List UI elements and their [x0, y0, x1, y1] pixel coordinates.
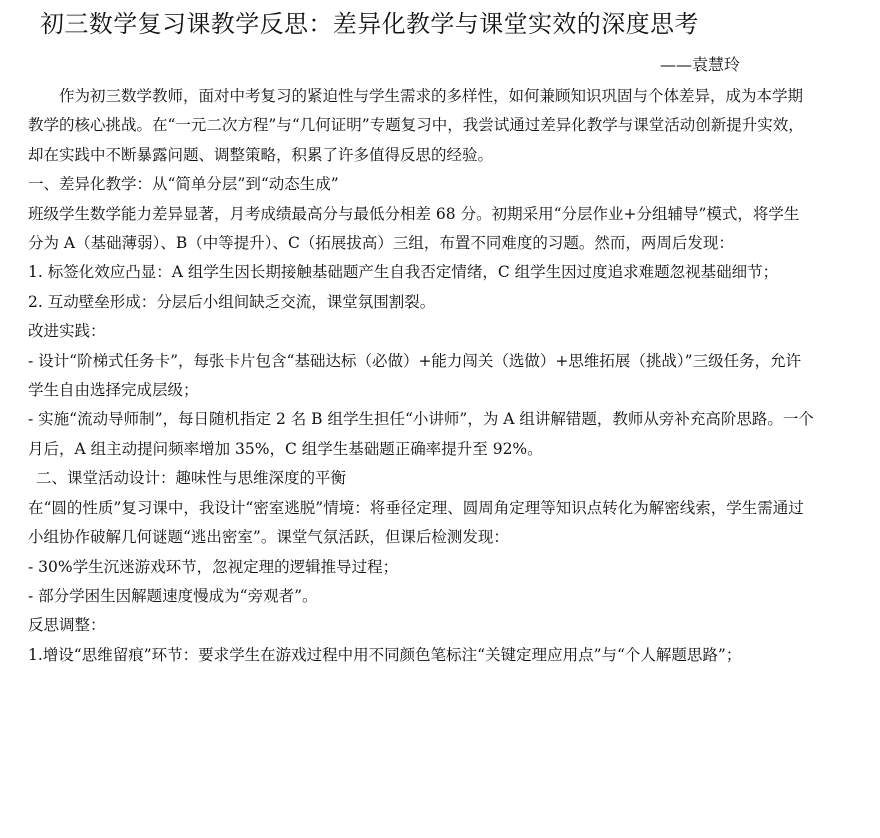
document-title: 初三数学复习课教学反思：差异化教学与课堂实效的深度思考: [40, 10, 699, 38]
finding-item-2: - 部分学困生因解题速度慢成为“旁观者”。: [28, 586, 318, 605]
practice-item-2: - 实施“流动导师制”，每日随机指定 2 名 B 组学生担任“小讲师”，为 A 组讲解错题，教师从旁补充高阶思路。一个月后，A 组主动提问频率增加 35%，C 组学生基础题正确率提升至 92%。: [28, 410, 814, 458]
section-2-paragraph: 在“圆的性质”复习课中，我设计“密室逃脱”情境：将垂径定理、圆周角定理等知识点转化为解密线索，学生需通过小组协作破解几何谜题“逃出密室”。课堂气氛活跃，但课后检测发现：: [28, 498, 804, 547]
issue-item-2: 2. 互动壁垒形成：分层后小组间缺乏交流，课堂氛围割裂。: [28, 292, 436, 311]
improvement-label: 改进实践：: [28, 322, 106, 341]
intro-paragraph: 作为初三数学教师，面对中考复习的紧迫性与学生需求的多样性，如何兼顾知识巩固与个体差异，成为本学期教学的核心挑战。在“一元二次方程”与“几何证明”专题复习中，我尝试通过差异化教学与课堂活动创新提升实效，却在实践中不断暴露问题、调整策略，积累了许多值得反思的经验。: [28, 87, 804, 164]
finding-item-1: - 30%学生沉迷游戏环节，忽视定理的逻辑推导过程；: [28, 557, 399, 576]
section-2-heading: 二、课堂活动设计：趣味性与思维深度的平衡: [36, 469, 347, 488]
section-1-heading: 一、差异化教学：从“简单分层”到“动态生成”: [28, 175, 339, 194]
section-1-paragraph: 班级学生数学能力差异显著，月考成绩最高分与最低分相差 68 分。初期采用“分层作业+分组辅导”模式，将学生分为 A（基础薄弱）、B（中等提升）、C（拓展拔高）三组，布置不同难度的习题。然而，两周后发现：: [28, 204, 800, 253]
issue-item-1: 1. 标签化效应凸显：A 组学生因长期接触基础题产生自我否定情绪，C 组学生因过度追求难题忽视基础细节；: [28, 263, 779, 282]
adjustment-item-1: 1.增设“思维留痕”环节：要求学生在游戏过程中用不同颜色笔标注“关键定理应用点”与“个人解题思路”；: [28, 645, 742, 664]
adjustment-label: 反思调整：: [28, 616, 106, 635]
document-body: [28, 82, 814, 670]
practice-item-1: - 设计“阶梯式任务卡”，每张卡片包含“基础达标（必做）+能力闯关（选做）+思维拓展（挑战）”三级任务，允许学生自由选择完成层级；: [28, 351, 802, 400]
author-line: ——袁慧玲: [660, 55, 741, 74]
